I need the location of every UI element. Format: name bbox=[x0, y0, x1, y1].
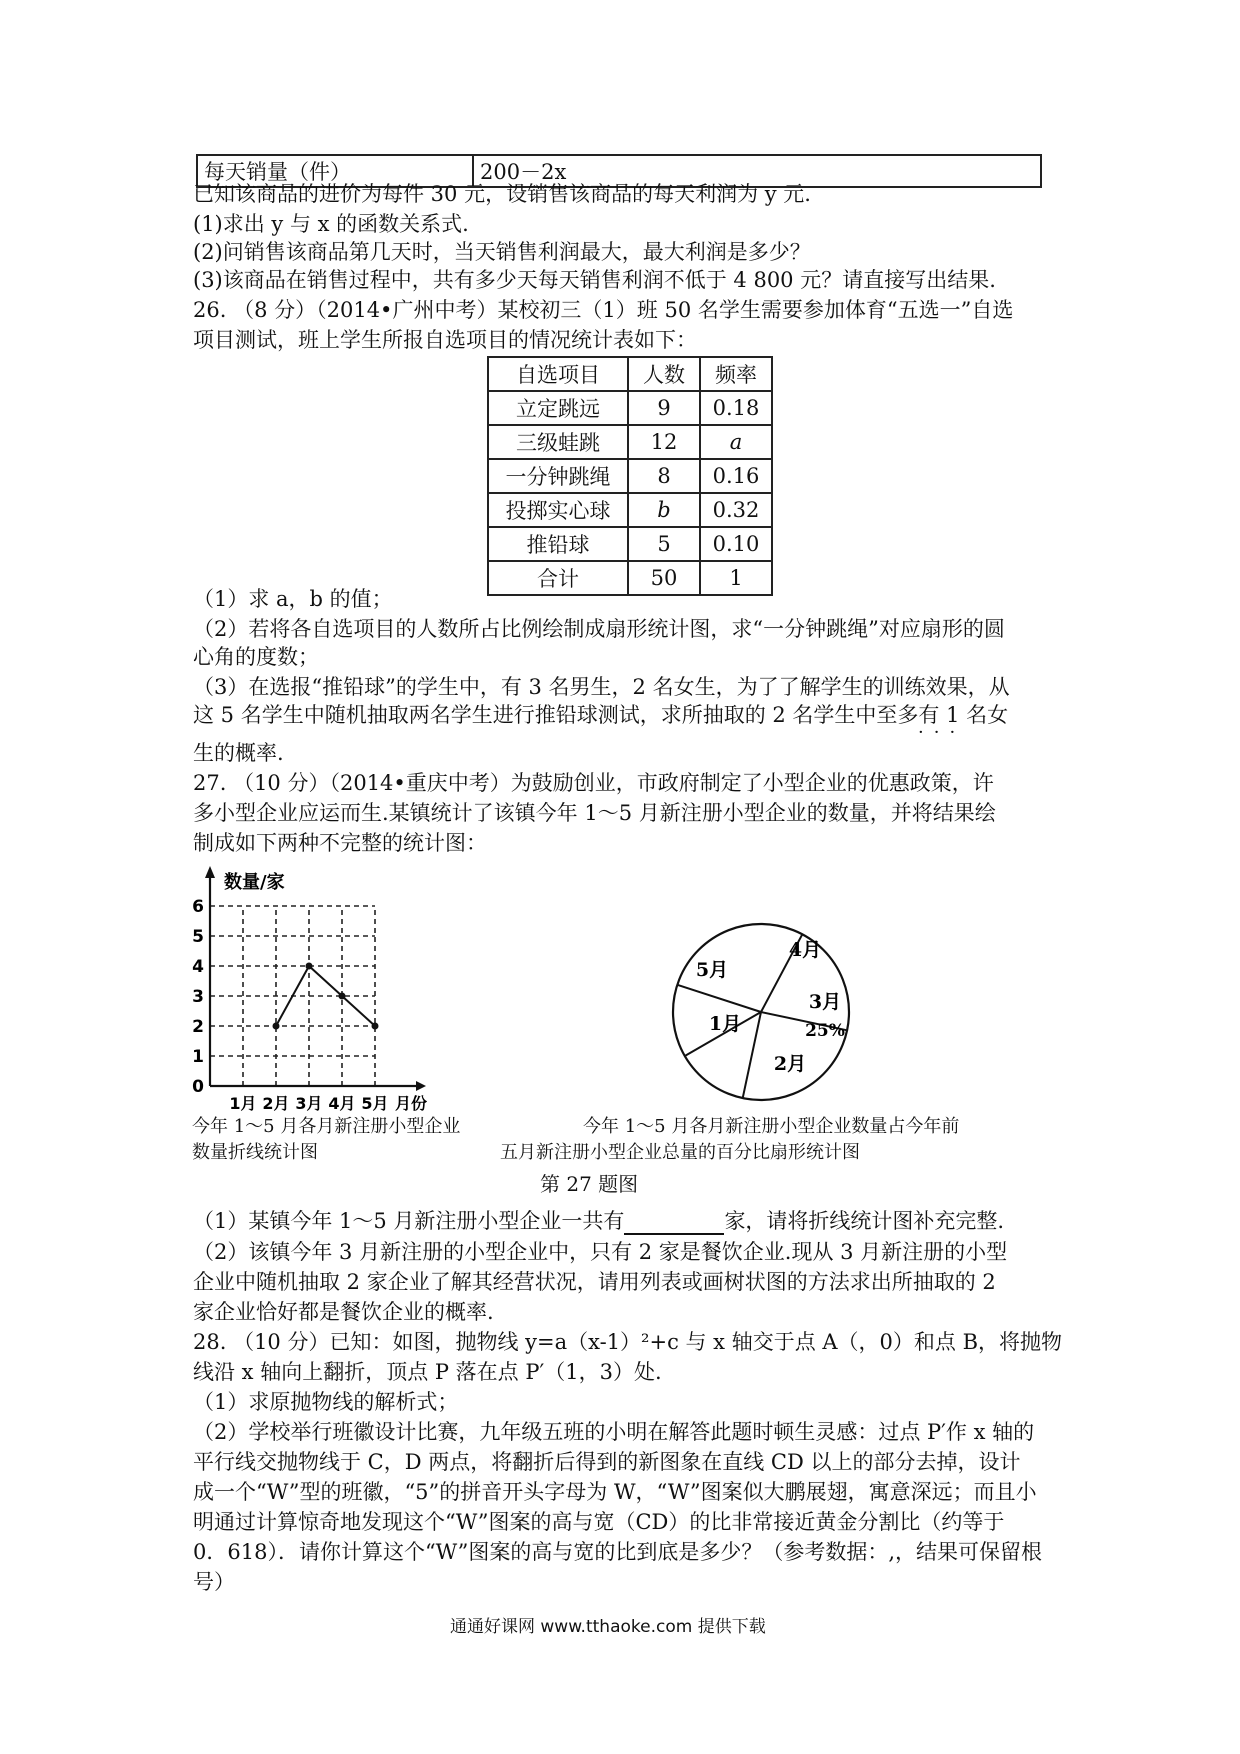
page-footer: 通通好课网 www.tthaoke.com 提供下载 bbox=[450, 1617, 766, 1637]
header-cell: 自选项目 bbox=[488, 357, 628, 391]
q26-part-3a: （3）在选报“推铅球”的学生中，有 3 名男生，2 名女生，为了了解学生的训练效果，从 bbox=[193, 675, 1010, 699]
line-chart bbox=[190, 860, 460, 1120]
pie-percent-label: 25% bbox=[805, 1021, 845, 1041]
data-point bbox=[372, 1023, 379, 1030]
q27-part-1-text: （1）某镇今年 1～5 月新注册小型企业一共有 bbox=[193, 1209, 625, 1233]
q28-line-4: （2）学校举行班徽设计比赛，九年级五班的小明在解答此题时顿生灵感：过点 P′作 x 轴的 bbox=[193, 1420, 1035, 1444]
table-cell: 三级蛙跳 bbox=[488, 425, 628, 459]
q28-line-5: 平行线交抛物线于 C，D 两点，将翻折后得到的新图象在直线 CD 以上的部分去掉，设计 bbox=[193, 1450, 1021, 1474]
table-cell: 投掷实心球 bbox=[488, 493, 628, 527]
intro-line: 已知该商品的进价为每件 30 元，设销售该商品的每天利润为 y 元. bbox=[193, 182, 811, 206]
table-cell: 8 bbox=[628, 459, 700, 493]
x-tick-label: 1月 bbox=[229, 1094, 257, 1113]
header-cell: 人数 bbox=[628, 357, 700, 391]
pie-chart-caption-2: 五月新注册小型企业总量的百分比扇形统计图 bbox=[500, 1142, 860, 1163]
x-axis-label: 月份 bbox=[395, 1094, 428, 1113]
y-tick-label: 2 bbox=[192, 1017, 204, 1037]
q28-line-3: （1）求原抛物线的解析式； bbox=[193, 1390, 459, 1414]
table-header-row bbox=[488, 357, 772, 391]
table-cell: 推铅球 bbox=[488, 527, 628, 561]
table-cell: 50 bbox=[628, 561, 700, 595]
y-tick-label: 5 bbox=[192, 927, 204, 947]
data-point bbox=[273, 1023, 280, 1030]
table-cell: b bbox=[628, 493, 700, 527]
x-tick-label: 2月 bbox=[262, 1094, 290, 1113]
q28-line-6: 成一个“W”型的班徽，“5”的拼音开头字母为 W，“W”图案似大鹏展翅，寓意深远；而且小 bbox=[193, 1480, 1037, 1504]
table-cell: 1 bbox=[700, 561, 772, 595]
q26-part-3b: 这 5 名学生中随机抽取两名学生进行推铅球测试，求所抽取的 2 名学生中至多有 1 名女 bbox=[193, 703, 1009, 727]
data-line bbox=[276, 966, 375, 1026]
pie-slice-label: 5月 bbox=[695, 959, 729, 981]
q26-stem-2: 项目测试，班上学生所报自选项目的情况统计表如下： bbox=[193, 328, 697, 352]
sales-label-cell: 每天销量（件） bbox=[197, 155, 473, 187]
q28-line-8: 0．618）．请你计算这个“W”图案的高与宽的比到底是多少？（参考数据：,，结果可保留根 bbox=[193, 1540, 1043, 1564]
q26-part-2b: 心角的度数； bbox=[193, 645, 319, 669]
answer-blank bbox=[624, 1213, 724, 1235]
y-tick-label: 0 bbox=[192, 1077, 204, 1097]
y-axis-arrow bbox=[205, 866, 215, 878]
table-cell: 合计 bbox=[488, 561, 628, 595]
data-point bbox=[339, 993, 346, 1000]
table-row bbox=[488, 561, 772, 595]
q27-part-2c: 家企业恰好都是餐饮企业的概率. bbox=[193, 1300, 494, 1324]
table-cell: 9 bbox=[628, 391, 700, 425]
q26-part-1: （1）求 a，b 的值； bbox=[193, 587, 393, 611]
stats-table bbox=[487, 356, 773, 596]
table-cell: 12 bbox=[628, 425, 700, 459]
q27-stem-1: 27. （10 分）（2014•重庆中考）为鼓励创业，市政府制定了小型企业的优惠政策，许 bbox=[193, 771, 994, 795]
pie-slice-label: 1月 bbox=[708, 1013, 742, 1035]
q27-part-2a: （2）该镇今年 3 月新注册的小型企业中，只有 2 家是餐饮企业.现从 3 月新注册的小型 bbox=[193, 1240, 1008, 1264]
table-cell: 0.10 bbox=[700, 527, 772, 561]
emphasis-dots: ··· bbox=[918, 722, 966, 743]
data-point bbox=[306, 963, 313, 970]
table-row bbox=[488, 425, 772, 459]
line-chart-caption-1: 今年 1～5 月各月新注册小型企业 bbox=[192, 1116, 461, 1137]
q26-part-3c: 生的概率. bbox=[193, 741, 284, 765]
x-tick-label: 4月 bbox=[328, 1094, 356, 1113]
q27-stem-2: 多小型企业应运而生.某镇统计了该镇今年 1～5 月新注册小型企业的数量，并将结果绘 bbox=[193, 801, 996, 825]
y-tick-label: 1 bbox=[192, 1047, 204, 1067]
pie-chart bbox=[665, 910, 865, 1115]
q28-line-1: 28. （10 分）已知：如图，抛物线 y=a（x-1）²+c 与 x 轴交于点 A（，0）和点 B，将抛物 bbox=[193, 1330, 1063, 1354]
figure-label: 第 27 题图 bbox=[540, 1172, 639, 1196]
table-cell: 立定跳远 bbox=[488, 391, 628, 425]
q27-part-1 bbox=[193, 1207, 1004, 1235]
x-tick-label: 3月 bbox=[295, 1094, 323, 1113]
q26-stem-1: 26. （8 分）（2014•广州中考）某校初三（1）班 50 名学生需要参加体育“五选一”自选 bbox=[193, 298, 1014, 322]
table-cell: 0.18 bbox=[700, 391, 772, 425]
sales-value-cell: 200－2x bbox=[473, 155, 1041, 187]
table-cell: 5 bbox=[628, 527, 700, 561]
q28-line-7: 明通过计算惊奇地发现这个“W”图案的高与宽（CD）的比非常接近黄金分割比（约等于 bbox=[193, 1510, 1005, 1534]
table-cell: 0.16 bbox=[700, 459, 772, 493]
pie-slice-boundary bbox=[743, 1012, 761, 1098]
y-tick-label: 3 bbox=[192, 987, 204, 1007]
pie-slice-label: 2月 bbox=[773, 1053, 807, 1075]
q28-line-2: 线沿 x 轴向上翻折，顶点 P 落在点 P′（1，3）处. bbox=[193, 1360, 662, 1384]
table-row bbox=[488, 459, 772, 493]
y-tick-label: 4 bbox=[192, 957, 204, 977]
line-chart-caption-2: 数量折线统计图 bbox=[192, 1142, 318, 1163]
pie-slice-label: 4月 bbox=[788, 939, 822, 961]
x-axis-arrow bbox=[416, 1081, 426, 1091]
table-row bbox=[488, 527, 772, 561]
header-cell: 频率 bbox=[700, 357, 772, 391]
q25-part-2: (2)问销售该商品第几天时，当天销售利润最大，最大利润是多少？ bbox=[193, 240, 811, 264]
pie-chart-caption-1: 今年 1～5 月各月新注册小型企业数量占今年前 bbox=[583, 1116, 960, 1137]
x-tick-label: 5月 bbox=[361, 1094, 389, 1113]
q26-part-2a: （2）若将各自选项目的人数所占比例绘制成扇形统计图，求“一分钟跳绳”对应扇形的圆 bbox=[193, 617, 1005, 641]
y-tick-label: 6 bbox=[192, 897, 204, 917]
table-row bbox=[488, 493, 772, 527]
q27-stem-3: 制成如下两种不完整的统计图： bbox=[193, 831, 487, 855]
table-cell: 一分钟跳绳 bbox=[488, 459, 628, 493]
table-cell: 0.32 bbox=[700, 493, 772, 527]
y-axis-label: 数量/家 bbox=[224, 872, 285, 893]
pie-slice-boundary bbox=[677, 985, 761, 1012]
q25-part-1: (1)求出 y 与 x 的函数关系式. bbox=[193, 212, 469, 236]
q27-part-1-tail: 家，请将折线统计图补充完整. bbox=[724, 1209, 1005, 1233]
table-row bbox=[488, 391, 772, 425]
pie-slice-label: 3月 bbox=[808, 991, 842, 1013]
q25-part-3: (3)该商品在销售过程中，共有多少天每天销售利润不低于 4 800 元？请直接写出结果. bbox=[193, 268, 996, 292]
q27-part-2b: 企业中随机抽取 2 家企业了解其经营状况，请用列表或画树状图的方法求出所抽取的 2 bbox=[193, 1270, 996, 1294]
q28-line-9: 号） bbox=[193, 1570, 235, 1594]
table-cell: a bbox=[700, 425, 772, 459]
